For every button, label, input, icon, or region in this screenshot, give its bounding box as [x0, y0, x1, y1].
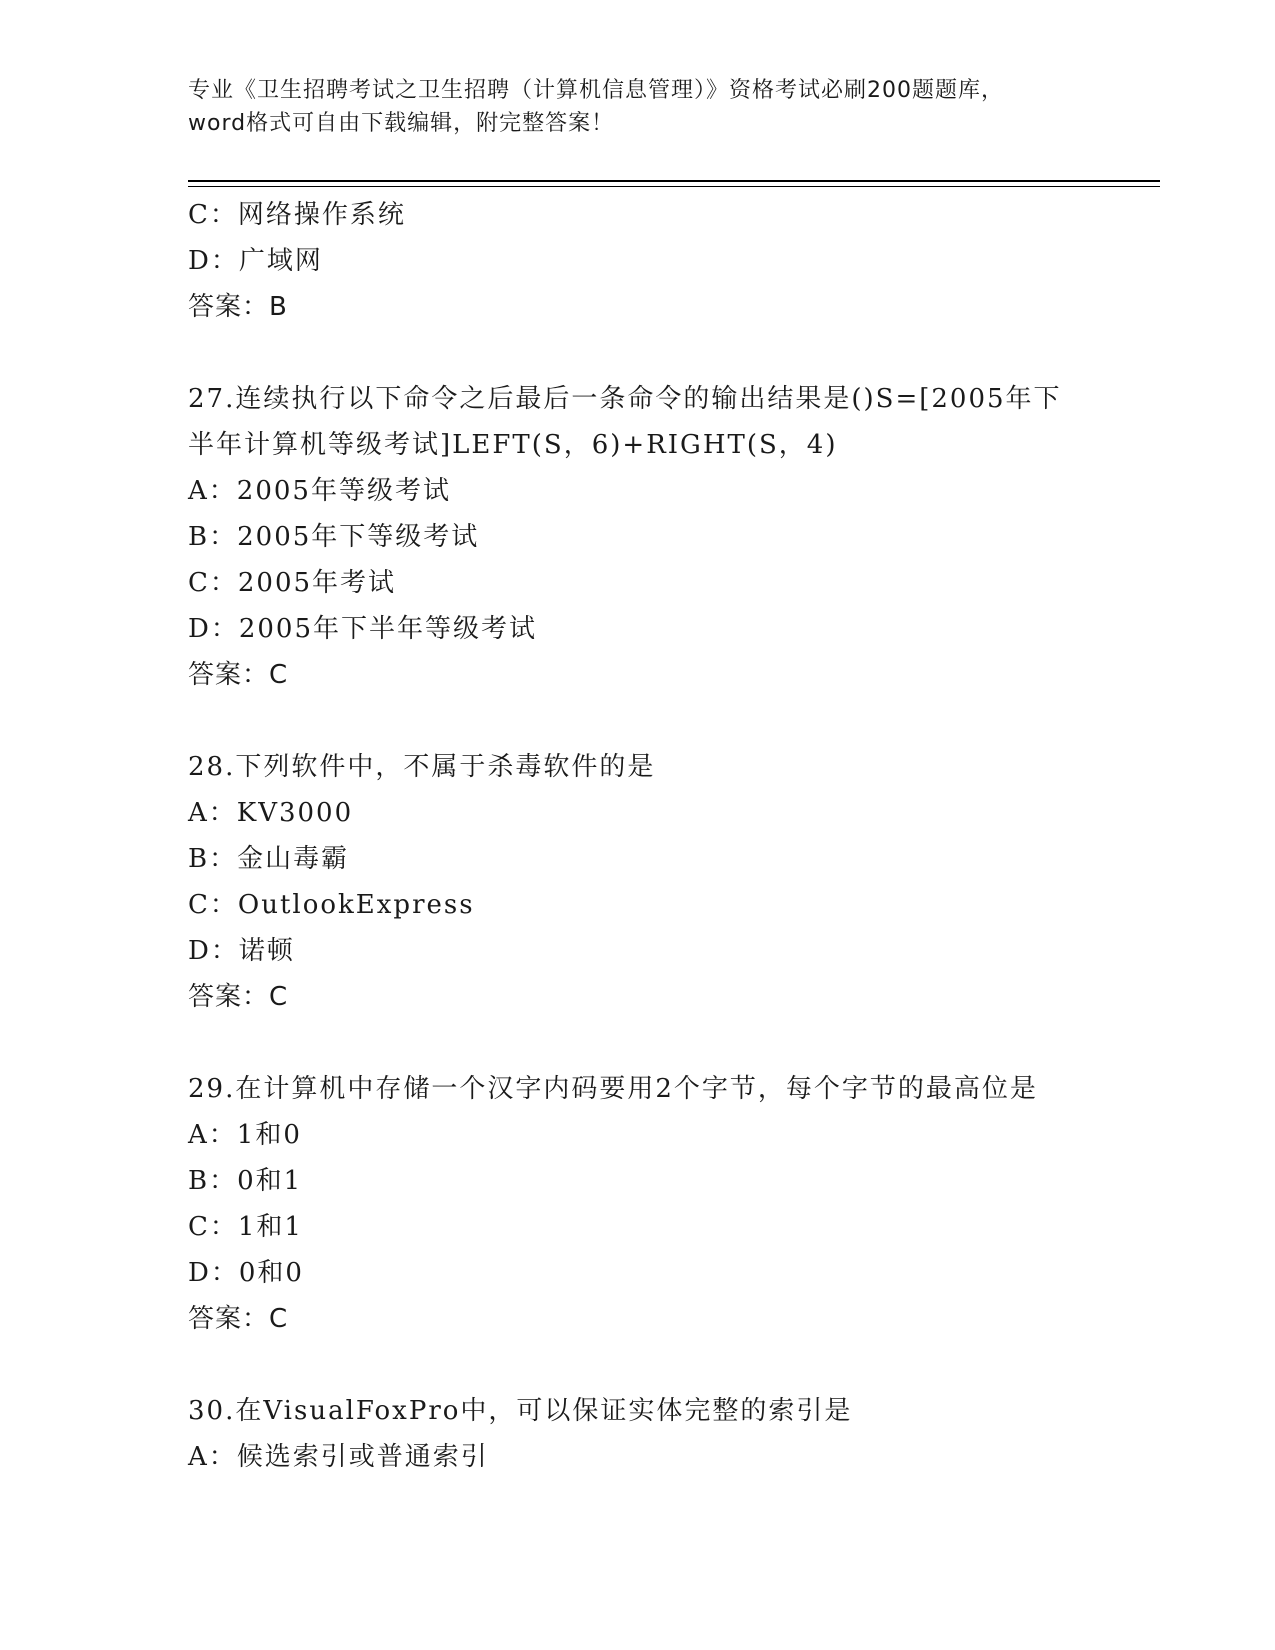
spacer [188, 1020, 1088, 1066]
header-line-1: 专业《卫生招聘考试之卫生招聘（计算机信息管理）》资格考试必刷200题题库， [188, 78, 1004, 103]
option-a: A：2005年等级考试 [188, 476, 451, 506]
spacer [188, 1342, 1088, 1388]
option-d: D：诺顿 [188, 936, 295, 966]
question-block-28 [188, 744, 1088, 1020]
question-stem: 30.在VisualFoxPro中，可以保证实体完整的索引是 [188, 1396, 853, 1426]
question-stem: 28.下列软件中，不属于杀毒软件的是 [188, 752, 656, 782]
spacer [188, 698, 1088, 744]
header-divider-thin [188, 186, 1160, 187]
header-line-2: word格式可自由下载编辑，附完整答案！ [188, 111, 615, 136]
option-a: A：KV3000 [188, 798, 354, 828]
header-divider-thick [188, 180, 1160, 182]
question-block-26-tail [188, 192, 1088, 330]
option-d: D：0和0 [188, 1258, 304, 1288]
answer: 答案：B [188, 292, 288, 322]
option-a: A：候选索引或普通索引 [188, 1442, 489, 1472]
question-block-30 [188, 1388, 1088, 1480]
spacer [188, 330, 1088, 376]
answer: 答案：C [188, 982, 289, 1012]
question-stem: 29.在计算机中存储一个汉字内码要用2个字节，每个字节的最高位是 [188, 1074, 1038, 1104]
option-d: D：2005年下半年等级考试 [188, 614, 538, 644]
option-c: C：OutlookExpress [188, 890, 475, 920]
question-block-27 [188, 376, 1088, 698]
question-block-29 [188, 1066, 1088, 1342]
option-b: B：金山毒霸 [188, 844, 350, 874]
answer: 答案：C [188, 1304, 289, 1334]
question-stem-continued: 半年计算机等级考试]LEFT(S，6)+RIGHT(S，4) [188, 430, 838, 460]
option-c: C：网络操作系统 [188, 200, 406, 230]
answer: 答案：C [188, 660, 289, 690]
option-a: A：1和0 [188, 1120, 302, 1150]
option-d: D：广域网 [188, 246, 323, 276]
question-stem: 27.连续执行以下命令之后最后一条命令的输出结果是()S=[2005年下 [188, 384, 1062, 414]
option-c: C：2005年考试 [188, 568, 397, 598]
option-c: C：1和1 [188, 1212, 303, 1242]
option-b: B：2005年下等级考试 [188, 522, 480, 552]
option-b: B：0和1 [188, 1166, 303, 1196]
question-list [188, 192, 1088, 1480]
document-header [188, 74, 1088, 140]
